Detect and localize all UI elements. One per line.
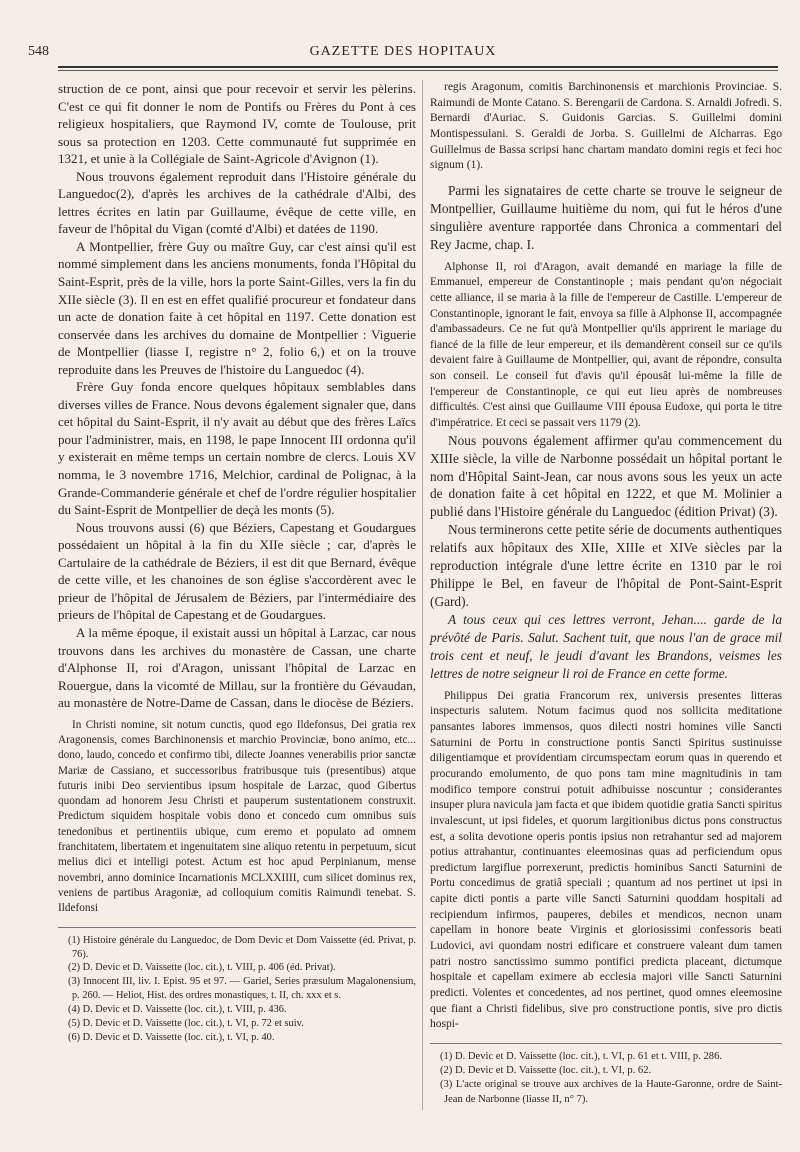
page-number: 548: [28, 44, 49, 59]
spacer: [430, 174, 782, 182]
footnote: (2) D. Devic et D. Vaissette (loc. cit.), t. VI, p. 62.: [440, 1065, 652, 1077]
footnote: (3) L'acte original se trouve aux archives de la Haute-Garonne, ordre de Saint-Jean de Narbonne (liasse II, n° 7).: [440, 1079, 782, 1105]
left-footnotes: [58, 927, 416, 1046]
left-paragraph-5: Nous trouvons aussi (6) que Béziers, Capestang et Goudargues possédaient un hôpital à la fin du XIIe siècle ; car, d'après le Cartulaire de la cathédrale de Béziers, il est dit que Bernard, évêque de cette ville, et les chanoines de son église s'accordèrent avec le prieur de l'hôpital de Jérusalem de Béziers, par l'intermédiaire des prieurs de l'hôpital de Capestang et de Goudargues.: [58, 519, 416, 623]
left-paragraph-4: Frère Guy fonda encore quelques hôpitaux semblables dans diverses villes de France. Nous devons également signaler que, dans cet hôpital du Saint-Esprit, il n'y avait au début que des frères Laïcs pour l'administrer, mais, en 1198, le pape Innocent III ordonna qu'il y existerait en même temps un certain nombre de clercs. Louis XV nomma, le 3 novembre 1716, Melchior, cardinal de Polignac, à la Grande-Commanderie générale et chef de l'ordre régulier hospitalier du Saint-Esprit de Montpellier de deçà les monts (5).: [58, 379, 416, 518]
right-column: [430, 80, 782, 1107]
left-paragraph-2: Nous trouvons également reproduit dans l'Histoire générale du Languedoc(2), d'après les archives de la cathédrale d'Albi, des lettres écrites en latin par Guillaume, évêque de cette ville, en faveur de l'hôpital du Vigan (comté d'Albi) et datées de 1190.: [58, 168, 416, 237]
right-paragraph-4: Nous terminerons cette petite série de documents authentiques relatifs aux hôpitaux des XIIe, XIIIe et XIVe siècles par la reproduction intégrale d'une lettre écrite en 1310 par le roi Philippe le Bel, en faveur de l'hôpital de Pont-Saint-Esprit (Gard).: [430, 522, 782, 610]
right-paragraph-1: Parmi les signataires de cette charte se trouve le seigneur de Montpellier, Guillaume huitième du nom, qui fut le héros d'une singulière aventure rapportée dans Chronica a commentari del Rey Jacme, chap. I.: [430, 182, 782, 252]
journal-title: GAZETTE DES HOPITAUX: [309, 44, 497, 59]
latin-charter-text: In Christi nomine, sit notum cunctis, quod ego Ildefonsus, Dei gratia rex Aragonensis, comes Barchinonensis et marchio Provinciæ, bono animo, etc... dono, laudo, concedo et confirmo tibi, dilecte Joannes venerabilis prior sanctæ Mariæ de Cassiano, et successoribus fratribusque tuis (presentibus) atque futuris inibi Deo servientibus ipsum hospitale de Larzac, quod Gibertus quondam ad honorem Jesu Christi et pauperum sustentationem construxit. Predictum siquidem hospitale vobis dono et concedo cum omnibus suis tenedonibus et pertinentiis ubique, cum eremo et populato ad omnem franchitatem, libertatem et ingenuitatem sine aliquo retentu in perpetuum, sicut melius dici et intelligi potest. Actum est hoc apud Perpinianum, mense novembri, anno dominice Incarnationis MCLXXIIII, cum silicet dominus rex, veniens de partibus Aragoniæ, ad colloquium comitis Raimundi tenebat. S. Ildefonsi: [58, 718, 416, 915]
right-paragraph-5: A tous ceux qui ces lettres verront, Jehan.... garde de la prévôté de Paris. Salut. Sachent tuit, que nous l'an de grace mil trois cent et neuf, le jeudi d'avant les Brandons, veismes les lettres de notre seigneur li roi de France en cette forme.: [430, 612, 782, 681]
left-paragraph-1: struction de ce pont, ainsi que pour recevoir et servir les pèlerins. C'est ce qui fit donner le nom de Pontifs ou Frères du Pont à ces religieux hospitaliers, que Raymond IV, comte de Toulouse, prit sous sa protection en 1203. Cette communauté fut supprimée en 1321, et unie à la Collégiale de Saint-Agricole d'Avignon (1).: [58, 81, 416, 167]
column-divider: [422, 80, 423, 1110]
footnote: (3) Innocent III, liv. I. Epist. 95 et 97. — Gariel, Series præsulum Magalonensium, p. 260. — Heliot, Hist. des ordres monastiques, t. II, ch. xxx et s.: [68, 976, 416, 1002]
latin-letter-text: Philippus Dei gratia Francorum rex, universis presentes litteras inspecturis salutem. Notum facimus quod nos sollicita meditatione pansantes labores immensos, quos dilecti nostri homines ville Sancti Saturnini de Portu in constructione pontis Sancti Spiritus sustinuisse diligentiamque et providentiam circumspectam eorum quas in querendo et procurando emolumento, de quo pons tam mine magnitudinis in tam modifico tempore construi potuit adhibuisse noscuntur ; considerantes insuper plura navicula jam facta et que ibidem quotidie gratia Sancti spiritus invalescunt, ut ipsi fideles, et quorum largitionibus dictus pons constructus est, a solita devotione operis pontis ipsius non retrahantur sed ad majorem potius attrahantur, continuantes eleemosinas quas ad perficiendum opus predictum largiflue porrexerunt, predictis hominibus Sancti Saturnini de Portu concedimus de gratiâ speciali ; quantum ad nos pertinet ut ipsi in capite dicti pontis a parte ville Sancti Saturnini quoddam hospitali ad recipiendum infirmos, pauperes, debiles et mendicos, necnon unam capellam in honore beate Virginis et gloriosissimi confessoris beati Ludovici, avi quondam nostri edificare et construere valeant dum tamen patri nostro sanctissimo summo pontifici predicta placeant, dictumque hospitale et capellam eximere ab ecclesia majori ville Sancti Saturnini predicti. Volentes et concedentes, ad nos pertinet, quod omnes eleemosine que fiant a Christi fidelibus, sive pro constructione pontis, sive pro dictis hospi-: [430, 689, 782, 1031]
footnote: (4) D. Devic et D. Vaissette (loc. cit.), t. VIII, p. 436.: [68, 1004, 287, 1016]
header-rule-thin: [58, 70, 778, 71]
latin-charter-continued: regis Aragonum, comitis Barchinonensis et marchionis Provinciae. S. Raimundi de Monte Catano. S. Berengarii de Cardona. S. Arnaldi Jofredi. S. Bernardi d'Auriac. S. Guidonis Garcias. S. Guillelmi domini Montispessulani. S. Geraldi de Jorba. S. Guillelmi de Alcharras. Ego Guillelmus de Bassa scripsi hanc chartam mandato domini regis et feci hoc signum (1).: [430, 81, 782, 172]
left-paragraph-3: A Montpellier, frère Guy ou maître Guy, car c'est ainsi qu'il est nommé simplement dans les anciens monuments, fonda l'Hôpital du Saint-Esprit, près de la ville, hors la porte Saint-Gilles, vers la fin du XIIe siècle (3). Il en est en effet qualifié procureur et fondateur dans un acte de donation faite à cet hôpital en 1197. Cette donation est conservée dans les archives du domaine de Montpellier : Viguerie de Montpellier (liasse I, registre n° 2, folio 6,) et on la trouve reproduite dans les Preuves de l'histoire du Languedoc (4).: [58, 238, 416, 377]
right-paragraph-3: Nous pouvons également affirmer qu'au commencement du XIIIe siècle, la ville de Narbonne possédait un hôpital portant le nom d'Hôpital Saint-Jean, car nous avons sous les yeux un acte de donation faite à cet hôpital en 1222, et que M. Molinier a publié dans l'Histoire générale du Languedoc (édition Privat) (3).: [430, 432, 782, 520]
right-footnotes: [430, 1043, 782, 1107]
footnote: (5) D. Devic et D. Vaissette (loc. cit.), t. VI, p. 72 et suiv.: [68, 1018, 304, 1030]
footnote: (1) Histoire générale du Languedoc, de Dom Devic et Dom Vaissette (éd. Privat, p. 76).: [68, 934, 416, 960]
right-paragraph-2: Alphonse II, roi d'Aragon, avait demandé en mariage la fille de Emmanuel, empereur de Constantinople ; mais pendant qu'on négociait cette alliance, il se maria à la fille de l'empereur de Castille. L'empereur de Constantinople, ignorant le fait, envoya sa fille à Alphonse II, accompagnée d'ambassadeurs. Ce ne fut qu'à Montpellier qu'ils apprirent le mariage du fiancé de la fille de leur empereur, et ils demandèrent conseil sur ce qu'ils devaient faire à Guillaume de Montpellier, qui, avant de répondre, consulta son conseil. Le conseil fut d'avis qu'il épousât lui-même la fille de l'empereur de Constantinople, ce qui eut lieu après de nombreuses difficultés. C'est ainsi que Guillaume VIII épousa Eudoxe, qui porta le titre d'impératrice. Et ceci se passait vers 1179 (2).: [430, 260, 782, 429]
header-rule: [58, 66, 778, 68]
footnote: (2) D. Devic et D. Vaissette (loc. cit.), t. VIII, p. 406 (éd. Privat).: [68, 962, 336, 974]
footnote: (1) D. Devic et D. Vaissette (loc. cit.), t. VI, p. 61 et t. VIII, p. 286.: [440, 1050, 723, 1062]
footnote: (6) D. Devic et D. Vaissette (loc. cit.), t. VI, p. 40.: [68, 1032, 275, 1044]
left-column: [58, 80, 416, 1045]
left-paragraph-6: A la même époque, il existait aussi un hôpital à Larzac, car nous trouvons dans les archives du monastère de Cassan, une charte d'Alphonse II, roi d'Aragon, unissant l'hôpital de Larzac en Rouergue, dans la vicomté de Millau, sur la frontière du Gévaudan, au monastère de Notre-Dame de Cassan, dans le diocèse de Béziers.: [58, 624, 416, 711]
page-header: [28, 44, 778, 66]
